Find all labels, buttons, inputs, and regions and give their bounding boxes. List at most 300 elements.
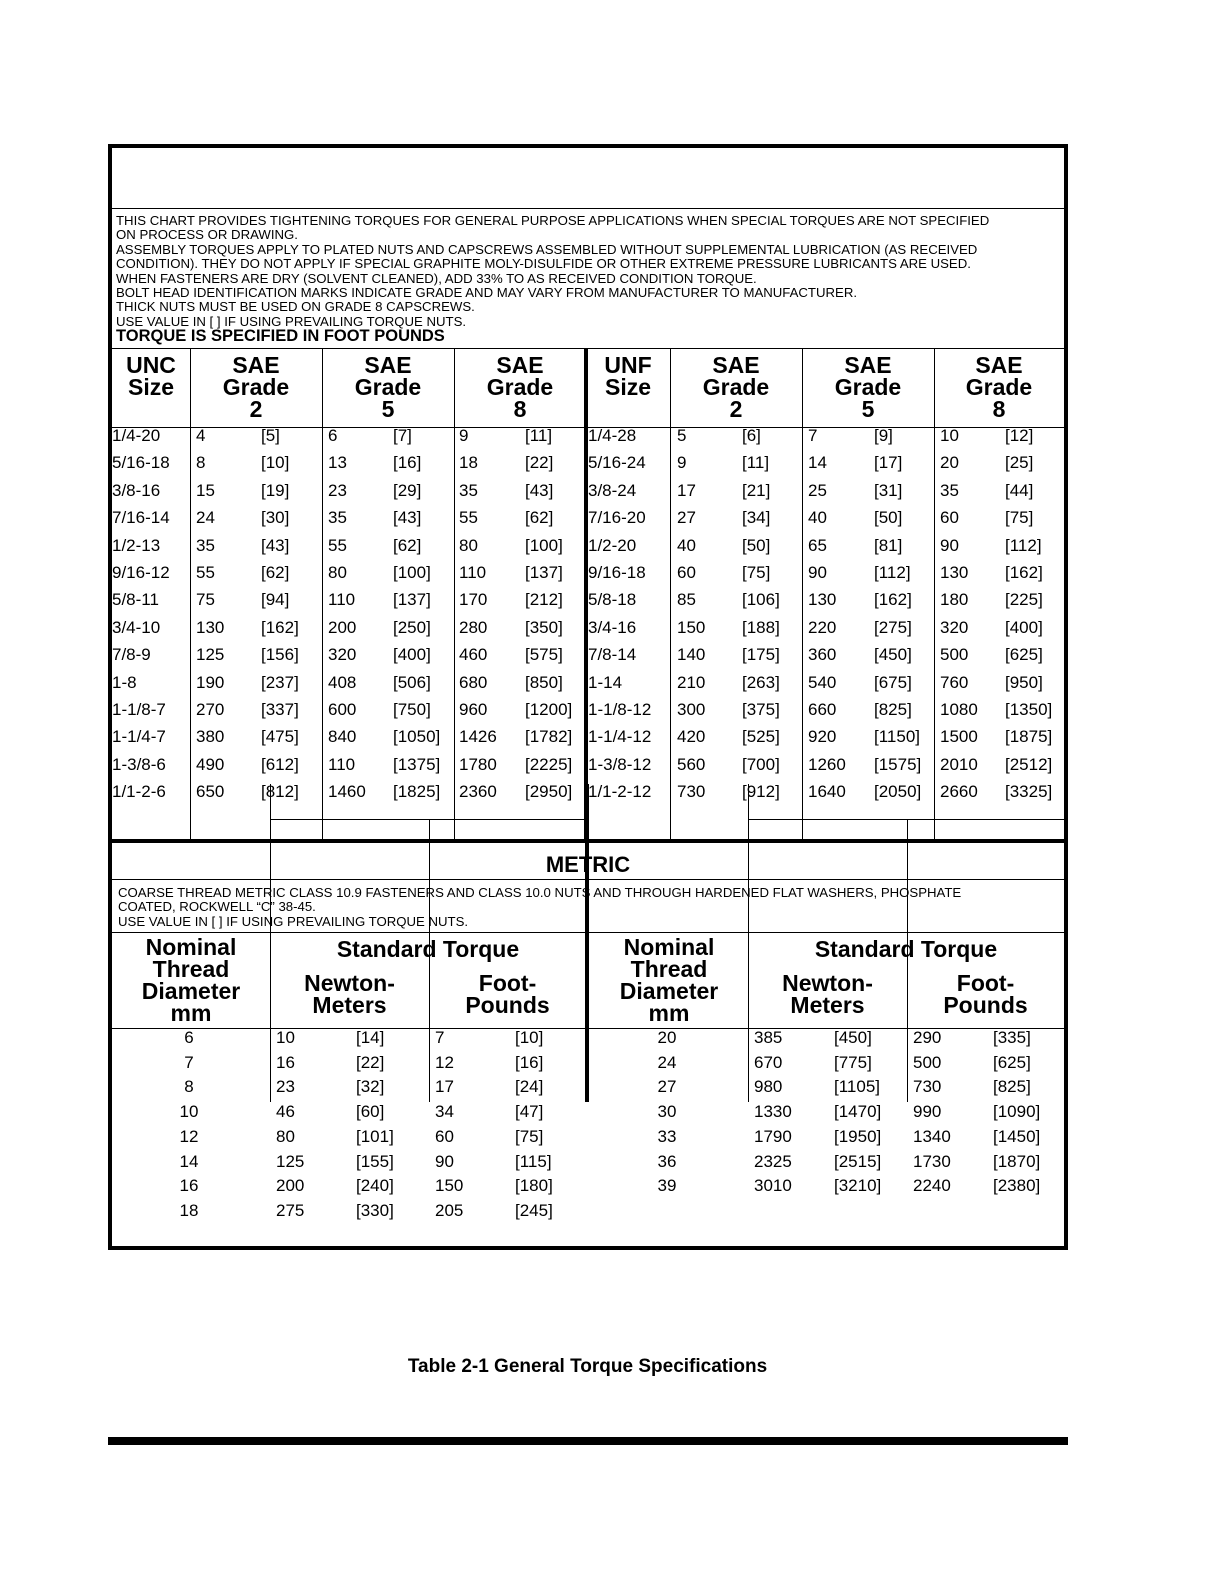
torque-cell: 20 [940,453,959,473]
column-divider [322,348,323,839]
torque-cell: 170 [459,590,488,610]
torque-cell: 408 [328,672,357,692]
diameter-cell: 36 [657,1151,677,1171]
torque-cell: 420 [677,727,706,747]
torque-cell: [180] [515,1176,553,1196]
torque-cell: 150 [677,617,706,637]
column-header: SAE Grade 2 [222,352,290,422]
torque-unit-note: TORQUE IS SPECIFIED IN FOOT POUNDS [116,327,445,346]
torque-cell: [1050] [393,727,441,747]
torque-cell: [1470] [834,1102,882,1122]
torque-cell: 55 [196,563,215,582]
torque-cell: 210 [677,672,706,692]
torque-cell: 16 [276,1052,295,1072]
torque-cell: [1575] [874,754,922,774]
torque-cell: [2050] [874,782,922,802]
torque-cell: [34] [742,508,771,528]
torque-cell: [162] [1005,563,1043,582]
torque-cell: [10] [261,453,290,473]
torque-cell: 130 [196,617,225,637]
torque-cell: 205 [435,1200,464,1220]
size-cell: 1/2-13 [112,535,161,555]
torque-cell: 1080 [940,700,978,719]
torque-cell: [43] [525,480,554,500]
torque-cell: 1790 [754,1126,792,1146]
torque-cell: [9] [874,426,893,445]
torque-cell: 500 [913,1052,942,1072]
torque-cell: 8 [196,453,206,473]
torque-cell: [1870] [993,1151,1041,1171]
note-line: CONDITION). THEY DO NOT APPLY IF SPECIAL GRAPHITE MOLY-DISULFIDE OR OTHER EXTREME PRESSURE LUBRICANTS ARE USED. [116,256,971,272]
torque-cell: [450] [834,1028,872,1047]
torque-cell: [30] [261,508,290,528]
size-cell: 7/8-14 [588,645,637,665]
torque-cell: 34 [435,1102,454,1122]
torque-cell: 380 [196,727,225,747]
torque-cell: 540 [808,672,837,692]
torque-cell: [75] [515,1126,544,1146]
torque-cell: [31] [874,480,903,500]
torque-cell: [575] [525,645,563,665]
torque-cell: 60 [677,563,696,582]
size-cell: 1-1/4-7 [112,727,166,747]
size-cell: 1-1/8-12 [588,700,652,719]
torque-cell: 1500 [940,727,978,747]
size-cell: 5/16-24 [588,453,646,473]
torque-cell: 1330 [754,1102,792,1122]
torque-cell: [137] [525,563,563,582]
torque-cell: 385 [754,1028,783,1047]
torque-cell: 290 [913,1028,942,1047]
torque-cell: [5] [261,426,280,445]
torque-cell: [3325] [1005,782,1053,802]
torque-cell: [850] [525,672,563,692]
torque-cell: [75] [742,563,771,582]
torque-cell: 920 [808,727,837,747]
torque-cell: [43] [261,535,290,555]
torque-cell: [237] [261,672,299,692]
torque-cell: 180 [940,590,969,610]
size-cell: 9/16-12 [112,563,170,582]
diameter-cell: 16 [179,1176,199,1196]
torque-cell: [825] [993,1077,1031,1097]
size-cell: 3/4-16 [588,617,637,637]
size-cell: 1-3/8-12 [588,754,652,774]
size-cell: 3/4-10 [112,617,161,637]
torque-cell: [1825] [393,782,441,802]
torque-cell: 1426 [459,727,497,747]
size-cell: 1-3/8-6 [112,754,166,774]
torque-cell: 10 [276,1028,295,1047]
size-cell: 1-1/4-12 [588,727,652,747]
standard-torque-header: Standard Torque [336,936,520,962]
torque-cell: 600 [328,700,357,719]
size-cell: 5/8-11 [112,590,159,610]
torque-cell: [1090] [993,1102,1041,1122]
torque-cell: 460 [459,645,488,665]
torque-cell: [2515] [834,1151,882,1171]
torque-cell: [75] [1005,508,1034,528]
note-line: WHEN FASTENERS ARE DRY (SOLVENT CLEANED), ADD 33% TO AS RECEIVED CONDITION TORQUE. [116,270,757,286]
torque-cell: [1450] [993,1126,1041,1146]
torque-cell: [6] [742,426,761,445]
chart-title-area [112,148,1064,209]
torque-cell: 65 [808,535,827,555]
torque-cell: 90 [435,1151,454,1171]
torque-cell: [62] [261,563,290,582]
torque-cell: 680 [459,672,488,692]
torque-cell: [156] [261,645,299,665]
column-header: UNC Size [126,352,176,400]
note-line: ASSEMBLY TORQUES APPLY TO PLATED NUTS AND CAPSCREWS ASSEMBLED WITHOUT SUPPLEMENTAL LUBRICATION (AS RECEIVED [116,241,978,257]
torque-cell: 360 [808,645,837,665]
torque-cell: 200 [328,617,357,637]
diameter-cell: 18 [179,1200,199,1220]
torque-cell: [19] [261,480,290,500]
torque-cell: [44] [1005,480,1034,500]
torque-cell: [625] [993,1052,1031,1072]
torque-cell: 80 [276,1126,295,1146]
torque-cell: 60 [435,1126,454,1146]
column-header: SAE Grade 5 [354,352,422,422]
torque-cell: 90 [940,535,959,555]
torque-cell: [22] [356,1052,385,1072]
torque-cell: 46 [276,1102,295,1122]
torque-cell: [1150] [874,727,921,747]
torque-cell: [25] [1005,453,1034,473]
torque-cell: 660 [808,700,837,719]
torque-cell: [32] [356,1077,385,1097]
size-cell: 1/1-2-12 [588,782,652,802]
torque-cell: 1340 [913,1126,951,1146]
torque-cell: 560 [677,754,706,774]
torque-cell: [375] [742,700,780,719]
torque-cell: 125 [276,1151,305,1171]
torque-cell: 10 [940,426,959,445]
torque-cell: 150 [435,1176,464,1196]
column-header: UNF Size [604,352,652,400]
torque-cell: [16] [515,1052,544,1072]
torque-cell: 17 [435,1077,454,1097]
torque-cell: 9 [677,453,687,473]
torque-cell: [335] [993,1028,1031,1047]
diameter-cell: 27 [657,1077,677,1097]
torque-cell: 9 [459,426,469,445]
torque-cell: [700] [742,754,780,774]
diameter-cell: 7 [184,1052,194,1072]
torque-cell: 270 [196,700,225,719]
torque-cell: 25 [808,480,827,500]
size-cell: 5/8-18 [588,590,637,610]
torque-cell: 55 [328,535,347,555]
standard-torque-header: Standard Torque [814,936,998,962]
torque-cell: 35 [196,535,215,555]
column-header: SAE Grade 2 [702,352,770,422]
torque-cell: [3210] [834,1176,882,1196]
torque-cell: [162] [874,590,912,610]
torque-cell: 7 [808,426,818,445]
torque-cell: [43] [393,508,422,528]
torque-cell: [112] [874,563,911,582]
torque-cell: [115] [515,1151,552,1171]
note-line: COARSE THREAD METRIC CLASS 10.9 FASTENERS AND CLASS 10.0 NUTS AND THROUGH HARDENED FLAT WASHERS, PHOSPHATE [118,885,962,900]
torque-cell: [625] [1005,645,1043,665]
divider [270,819,586,820]
column-divider [670,348,671,839]
torque-cell: 320 [328,645,357,665]
torque-cell: [275] [874,617,912,637]
torque-cell: 35 [940,480,959,500]
torque-cell: [112] [1005,535,1042,555]
torque-cell: 2660 [940,782,978,802]
size-cell: 1-8 [112,672,137,692]
torque-cell: [2225] [525,754,573,774]
newton-meters-header: Newton- Meters [304,970,395,1018]
torque-cell: 15 [196,480,215,500]
torque-cell: 5 [677,426,687,445]
torque-cell: 1730 [913,1151,951,1171]
torque-cell: [775] [834,1052,872,1072]
table-caption: Table 2-1 General Torque Specifications [407,1356,768,1377]
size-cell: 1/2-20 [588,535,637,555]
torque-cell: 1260 [808,754,846,774]
torque-cell: [81] [874,535,903,555]
torque-cell: [2512] [1005,754,1053,774]
torque-cell: 6 [328,426,338,445]
torque-cell: 990 [913,1102,942,1122]
size-cell: 1/4-28 [588,426,637,445]
torque-cell: [1350] [1005,700,1053,719]
torque-cell: 130 [808,590,837,610]
torque-cell: [1950] [834,1126,882,1146]
torque-cell: [525] [742,727,780,747]
chart-notes [116,213,1060,346]
torque-cell: 110 [328,590,356,610]
torque-cell: 75 [196,590,215,610]
torque-cell: 23 [328,480,347,500]
torque-cell: 960 [459,700,488,719]
column-divider [802,348,803,839]
torque-cell: 280 [459,617,488,637]
torque-cell: [14] [356,1028,385,1047]
size-cell: 5/16-18 [112,453,170,473]
torque-cell: [240] [356,1176,394,1196]
torque-cell: [29] [393,480,422,500]
column-header: SAE Grade 8 [486,352,554,422]
torque-cell: [400] [393,645,431,665]
torque-cell: [12] [1005,426,1034,445]
torque-cell: 125 [196,645,225,665]
nominal-header: Nominal Thread Diameter mm [619,934,719,1026]
torque-cell: [106] [742,590,780,610]
torque-cell: 7 [435,1028,445,1047]
torque-cell: [47] [515,1102,544,1122]
torque-cell: 3010 [754,1176,792,1196]
torque-cell: 1780 [459,754,497,774]
torque-cell: [94] [261,590,290,610]
torque-cell: [506] [393,672,431,692]
torque-cell: 12 [435,1052,454,1072]
torque-cell: [1375] [393,754,441,774]
torque-cell: [100] [525,535,563,555]
diameter-cell: 8 [184,1077,194,1097]
torque-cell: 140 [677,645,706,665]
torque-cell: 24 [196,508,215,528]
torque-cell: 13 [328,453,347,473]
torque-cell: 90 [808,563,827,582]
torque-cell: [137] [393,590,431,610]
torque-cell: [330] [356,1200,394,1220]
torque-cell: 2325 [754,1151,792,1171]
torque-cell: [50] [742,535,771,555]
foot-pounds-header: Foot- Pounds [943,970,1028,1018]
torque-cell: [450] [874,645,912,665]
torque-cell: [175] [742,645,780,665]
torque-cell: 27 [677,508,696,528]
note-line: COATED, ROCKWELL “C” 38-45. [118,899,316,915]
torque-cell: 80 [328,563,347,582]
torque-cell: 80 [459,535,478,555]
torque-cell: [60] [356,1102,385,1122]
size-cell: 3/8-16 [112,480,161,500]
column-divider [190,348,191,839]
torque-cell: [24] [515,1077,544,1097]
diameter-cell: 33 [657,1126,677,1146]
column-divider [934,348,935,839]
torque-cell: 110 [328,754,356,774]
torque-cell: 85 [677,590,696,610]
torque-cell: [212] [525,590,563,610]
torque-cell: [22] [525,453,554,473]
torque-cell: [100] [393,563,431,582]
torque-cell: 500 [940,645,969,665]
torque-cell: [16] [393,453,422,473]
torque-cell: 4 [196,426,206,445]
torque-cell: 275 [276,1200,305,1220]
torque-cell: 840 [328,727,357,747]
nominal-header: Nominal Thread Diameter mm [141,934,241,1026]
diameter-cell: 39 [657,1176,677,1196]
diameter-cell: 30 [657,1102,677,1122]
torque-cell: [11] [742,453,770,473]
torque-cell: [2380] [993,1176,1041,1196]
torque-cell: [612] [261,754,299,774]
torque-cell: [50] [874,508,903,528]
torque-cell: [10] [515,1028,544,1047]
torque-cell: [62] [525,508,554,528]
torque-cell: 490 [196,754,225,774]
torque-cell: 14 [808,453,827,473]
size-cell: 7/16-20 [588,508,646,528]
size-cell: 1/1-2-6 [112,782,166,802]
metric-title: METRIC [545,852,631,877]
diameter-cell: 14 [179,1151,199,1171]
torque-cell: 110 [459,563,487,582]
torque-cell: 60 [940,508,959,528]
note-line: USE VALUE IN [ ] IF USING PREVAILING TORQUE NUTS. [116,313,467,329]
torque-cell: 2240 [913,1176,951,1196]
size-cell: 1-1/8-7 [112,700,166,719]
footer-rule [108,1437,1068,1445]
torque-cell: 980 [754,1077,783,1097]
torque-cell: [475] [261,727,299,747]
size-cell: 1-14 [588,672,623,692]
divider [748,819,1064,820]
torque-cell: [1105] [834,1077,881,1097]
diameter-cell: 20 [657,1028,677,1047]
metric-notes [118,886,1062,929]
torque-cell: [7] [393,426,412,445]
torque-cell: [750] [393,700,431,719]
torque-cell: [21] [742,480,771,500]
torque-cell: 130 [940,563,969,582]
foot-pounds-header: Foot- Pounds [465,970,550,1018]
torque-cell: 23 [276,1077,295,1097]
torque-cell: 730 [677,782,706,802]
size-cell: 9/16-18 [588,563,646,582]
torque-cell: [263] [742,672,780,692]
note-line: BOLT HEAD IDENTIFICATION MARKS INDICATE GRADE AND MAY VARY FROM MANUFACTURER TO MANUFACTURER. [116,285,858,301]
newton-meters-header: Newton- Meters [782,970,873,1018]
torque-cell: 35 [328,508,347,528]
torque-cell: 320 [940,617,969,637]
note-line: THICK NUTS MUST BE USED ON GRADE 8 CAPSCREWS. [116,299,475,315]
torque-cell: 730 [913,1077,942,1097]
diameter-cell: 10 [179,1102,199,1122]
torque-cell: [250] [393,617,431,637]
diameter-cell: 12 [179,1126,199,1146]
torque-cell: [245] [515,1200,553,1220]
size-cell: 7/8-9 [112,645,151,665]
note-line: USE VALUE IN [ ] IF USING PREVAILING TORQUE NUTS. [118,913,469,929]
note-line: THIS CHART PROVIDES TIGHTENING TORQUES FOR GENERAL PURPOSE APPLICATIONS WHEN SPECIAL TORQUES ARE NOT SPECIFIED [116,213,990,228]
torque-cell: 55 [459,508,478,528]
torque-cell: [350] [525,617,563,637]
torque-cell: [400] [1005,617,1043,637]
column-header: SAE Grade 5 [834,352,902,422]
torque-cell: [225] [1005,590,1043,610]
torque-cell: 18 [459,453,478,473]
torque-cell: [162] [261,617,299,637]
torque-cell: 190 [196,672,225,692]
torque-chart [108,144,1068,1250]
size-cell: 1/4-20 [112,426,161,445]
torque-cell: 300 [677,700,706,719]
torque-cell: [675] [874,672,912,692]
torque-cell: [155] [356,1151,394,1171]
torque-cell: 650 [196,782,225,802]
torque-cell: [337] [261,700,299,719]
torque-cell: 17 [677,480,696,500]
torque-cell: [11] [525,426,553,445]
diameter-cell: 6 [184,1028,194,1047]
divider [112,348,1064,349]
torque-cell: 35 [459,480,478,500]
torque-cell: [1875] [1005,727,1053,747]
torque-cell: [62] [393,535,422,555]
torque-cell: 1640 [808,782,846,802]
torque-cell: 760 [940,672,969,692]
size-cell: 3/8-24 [588,480,637,500]
column-divider [454,348,455,839]
torque-cell: [2950] [525,782,573,802]
torque-cell: [912] [742,782,780,802]
torque-cell: [950] [1005,672,1043,692]
torque-cell: 2010 [940,754,978,774]
torque-cell: [188] [742,617,780,637]
torque-cell: 40 [808,508,827,528]
note-line: ON PROCESS OR DRAWING. [116,227,298,243]
